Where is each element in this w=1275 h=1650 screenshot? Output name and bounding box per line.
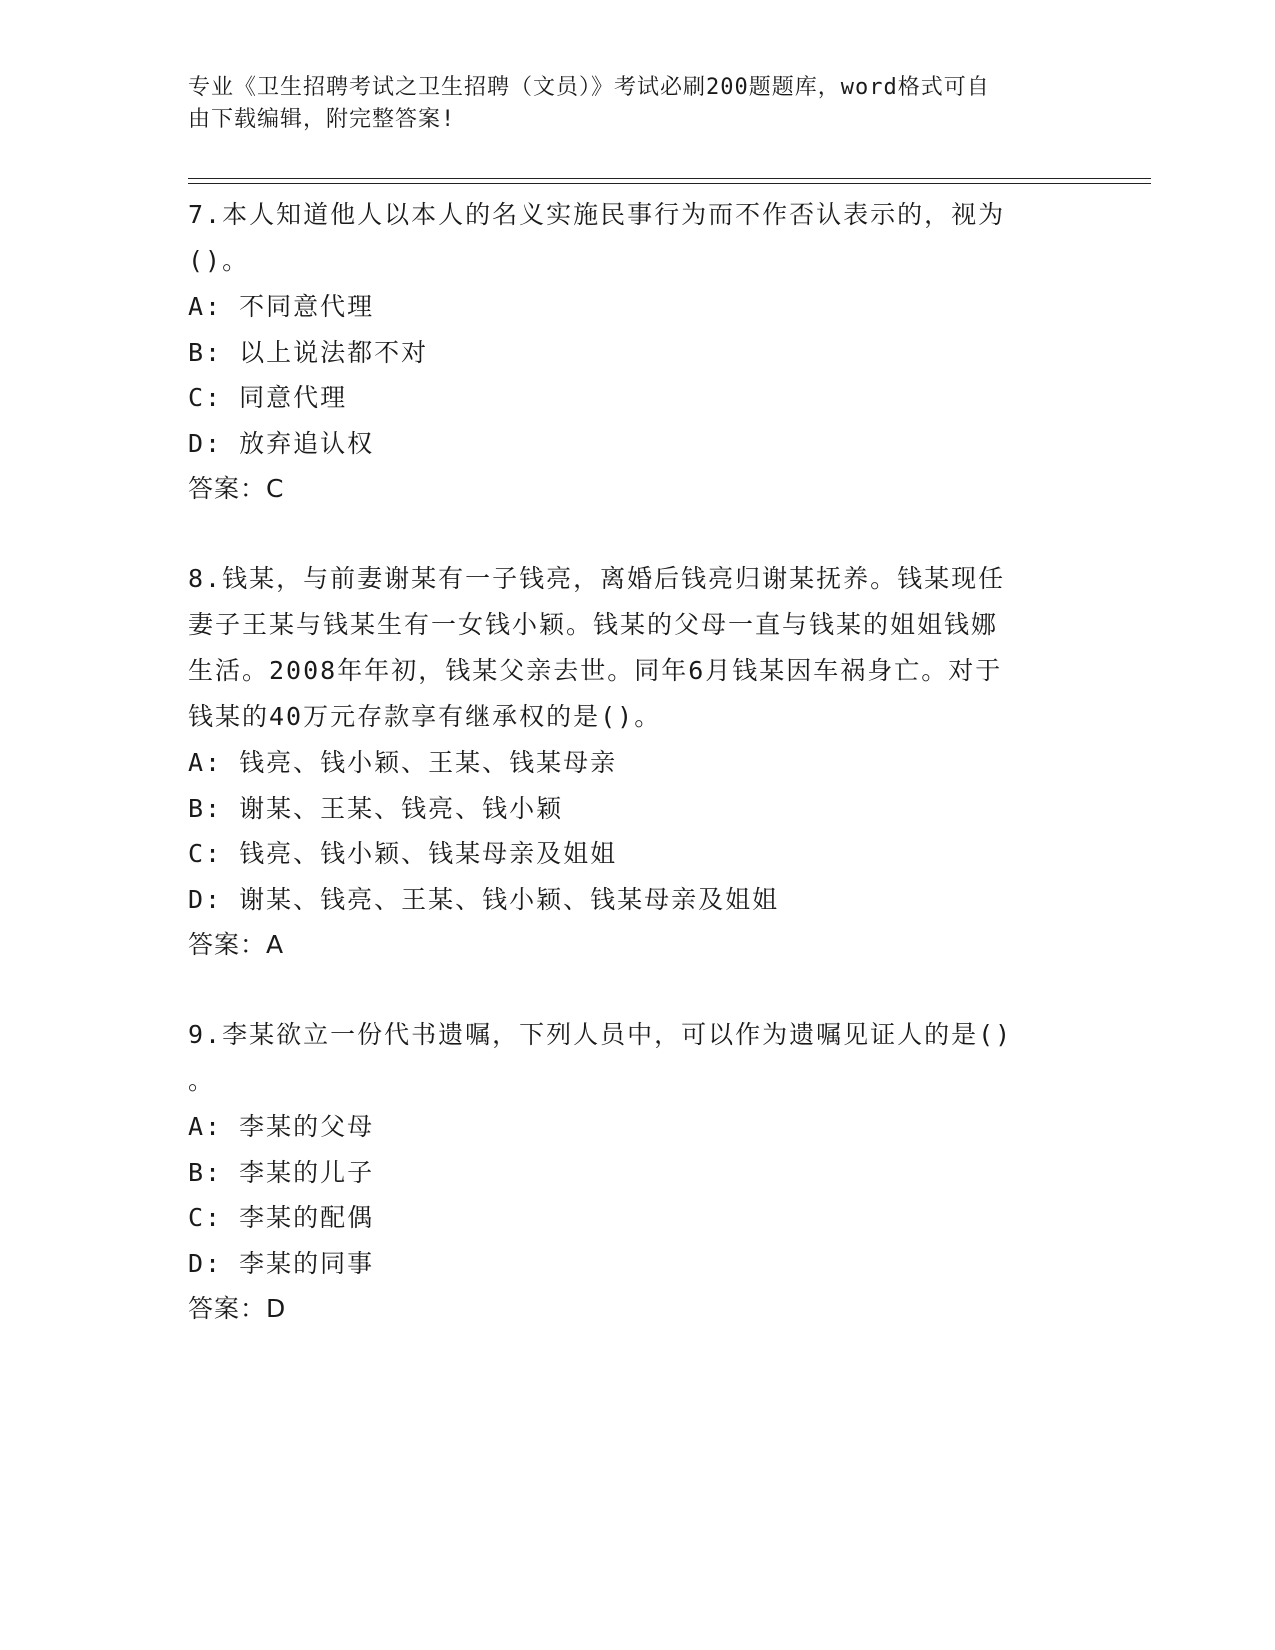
answer-value: C (266, 474, 285, 503)
answer-label: 答案： (188, 474, 267, 503)
header-divider-top (188, 178, 1151, 179)
question-list (188, 192, 1078, 1331)
question-stem (188, 556, 1078, 740)
answer (188, 466, 1078, 511)
stem-line: 8.钱某，与前妻谢某有一子钱亮，离婚后钱亮归谢某抚养。钱某现任 (188, 564, 1006, 593)
option-c: C: 同意代理 (188, 383, 348, 412)
option-b: B: 谢某、王某、钱亮、钱小颖 (188, 793, 564, 823)
header-line-2: 由下载编辑，附完整答案! (188, 107, 456, 132)
option-b: B: 以上说法都不对 (188, 337, 429, 367)
stem-line: 。 (188, 1066, 216, 1095)
question-spacer (188, 967, 1078, 1012)
stem-line: 生活。2008年年初，钱某父亲去世。同年6月钱某因车祸身亡。对于 (188, 656, 1003, 685)
answer (188, 922, 1078, 967)
stem-line: ()。 (188, 246, 250, 275)
stem-line: 9.李某欲立一份代书遗嘱，下列人员中，可以作为遗嘱见证人的是() (188, 1020, 1013, 1049)
stem-line: 钱某的40万元存款享有继承权的是()。 (188, 702, 662, 731)
question-spacer (188, 511, 1078, 556)
answer-label: 答案： (188, 930, 267, 959)
stem-line: 7.本人知道他人以本人的名义实施民事行为而不作否认表示的，视为 (188, 200, 1006, 229)
answer-label: 答案： (188, 1294, 267, 1323)
option-b: B: 李某的儿子 (188, 1157, 375, 1187)
question-9 (188, 1012, 1078, 1331)
question-stem (188, 1012, 1078, 1104)
answer-value: A (266, 930, 285, 959)
option-a: A: 不同意代理 (188, 292, 375, 321)
question-stem (188, 192, 1078, 284)
option-c: C: 钱亮、钱小颖、钱某母亲及姐姐 (188, 839, 618, 868)
option-d: D: 李某的同事 (188, 1248, 375, 1278)
option-a: A: 钱亮、钱小颖、王某、钱某母亲 (188, 748, 618, 777)
document-header (188, 72, 1068, 136)
answer (188, 1286, 1078, 1331)
header-line-1: 专业《卫生招聘考试之卫生招聘（文员）》考试必刷200题题库，word格式可自 (188, 75, 990, 100)
question-7 (188, 192, 1078, 511)
option-c: C: 李某的配偶 (188, 1203, 375, 1232)
answer-value: D (266, 1294, 287, 1323)
option-a: A: 李某的父母 (188, 1112, 375, 1141)
option-d: D: 放弃追认权 (188, 428, 375, 458)
option-d: D: 谢某、钱亮、王某、钱小颖、钱某母亲及姐姐 (188, 884, 780, 914)
question-8 (188, 556, 1078, 967)
stem-line: 妻子王某与钱某生有一女钱小颖。钱某的父母一直与钱某的姐姐钱娜 (188, 610, 999, 639)
header-divider-bottom (188, 183, 1151, 184)
